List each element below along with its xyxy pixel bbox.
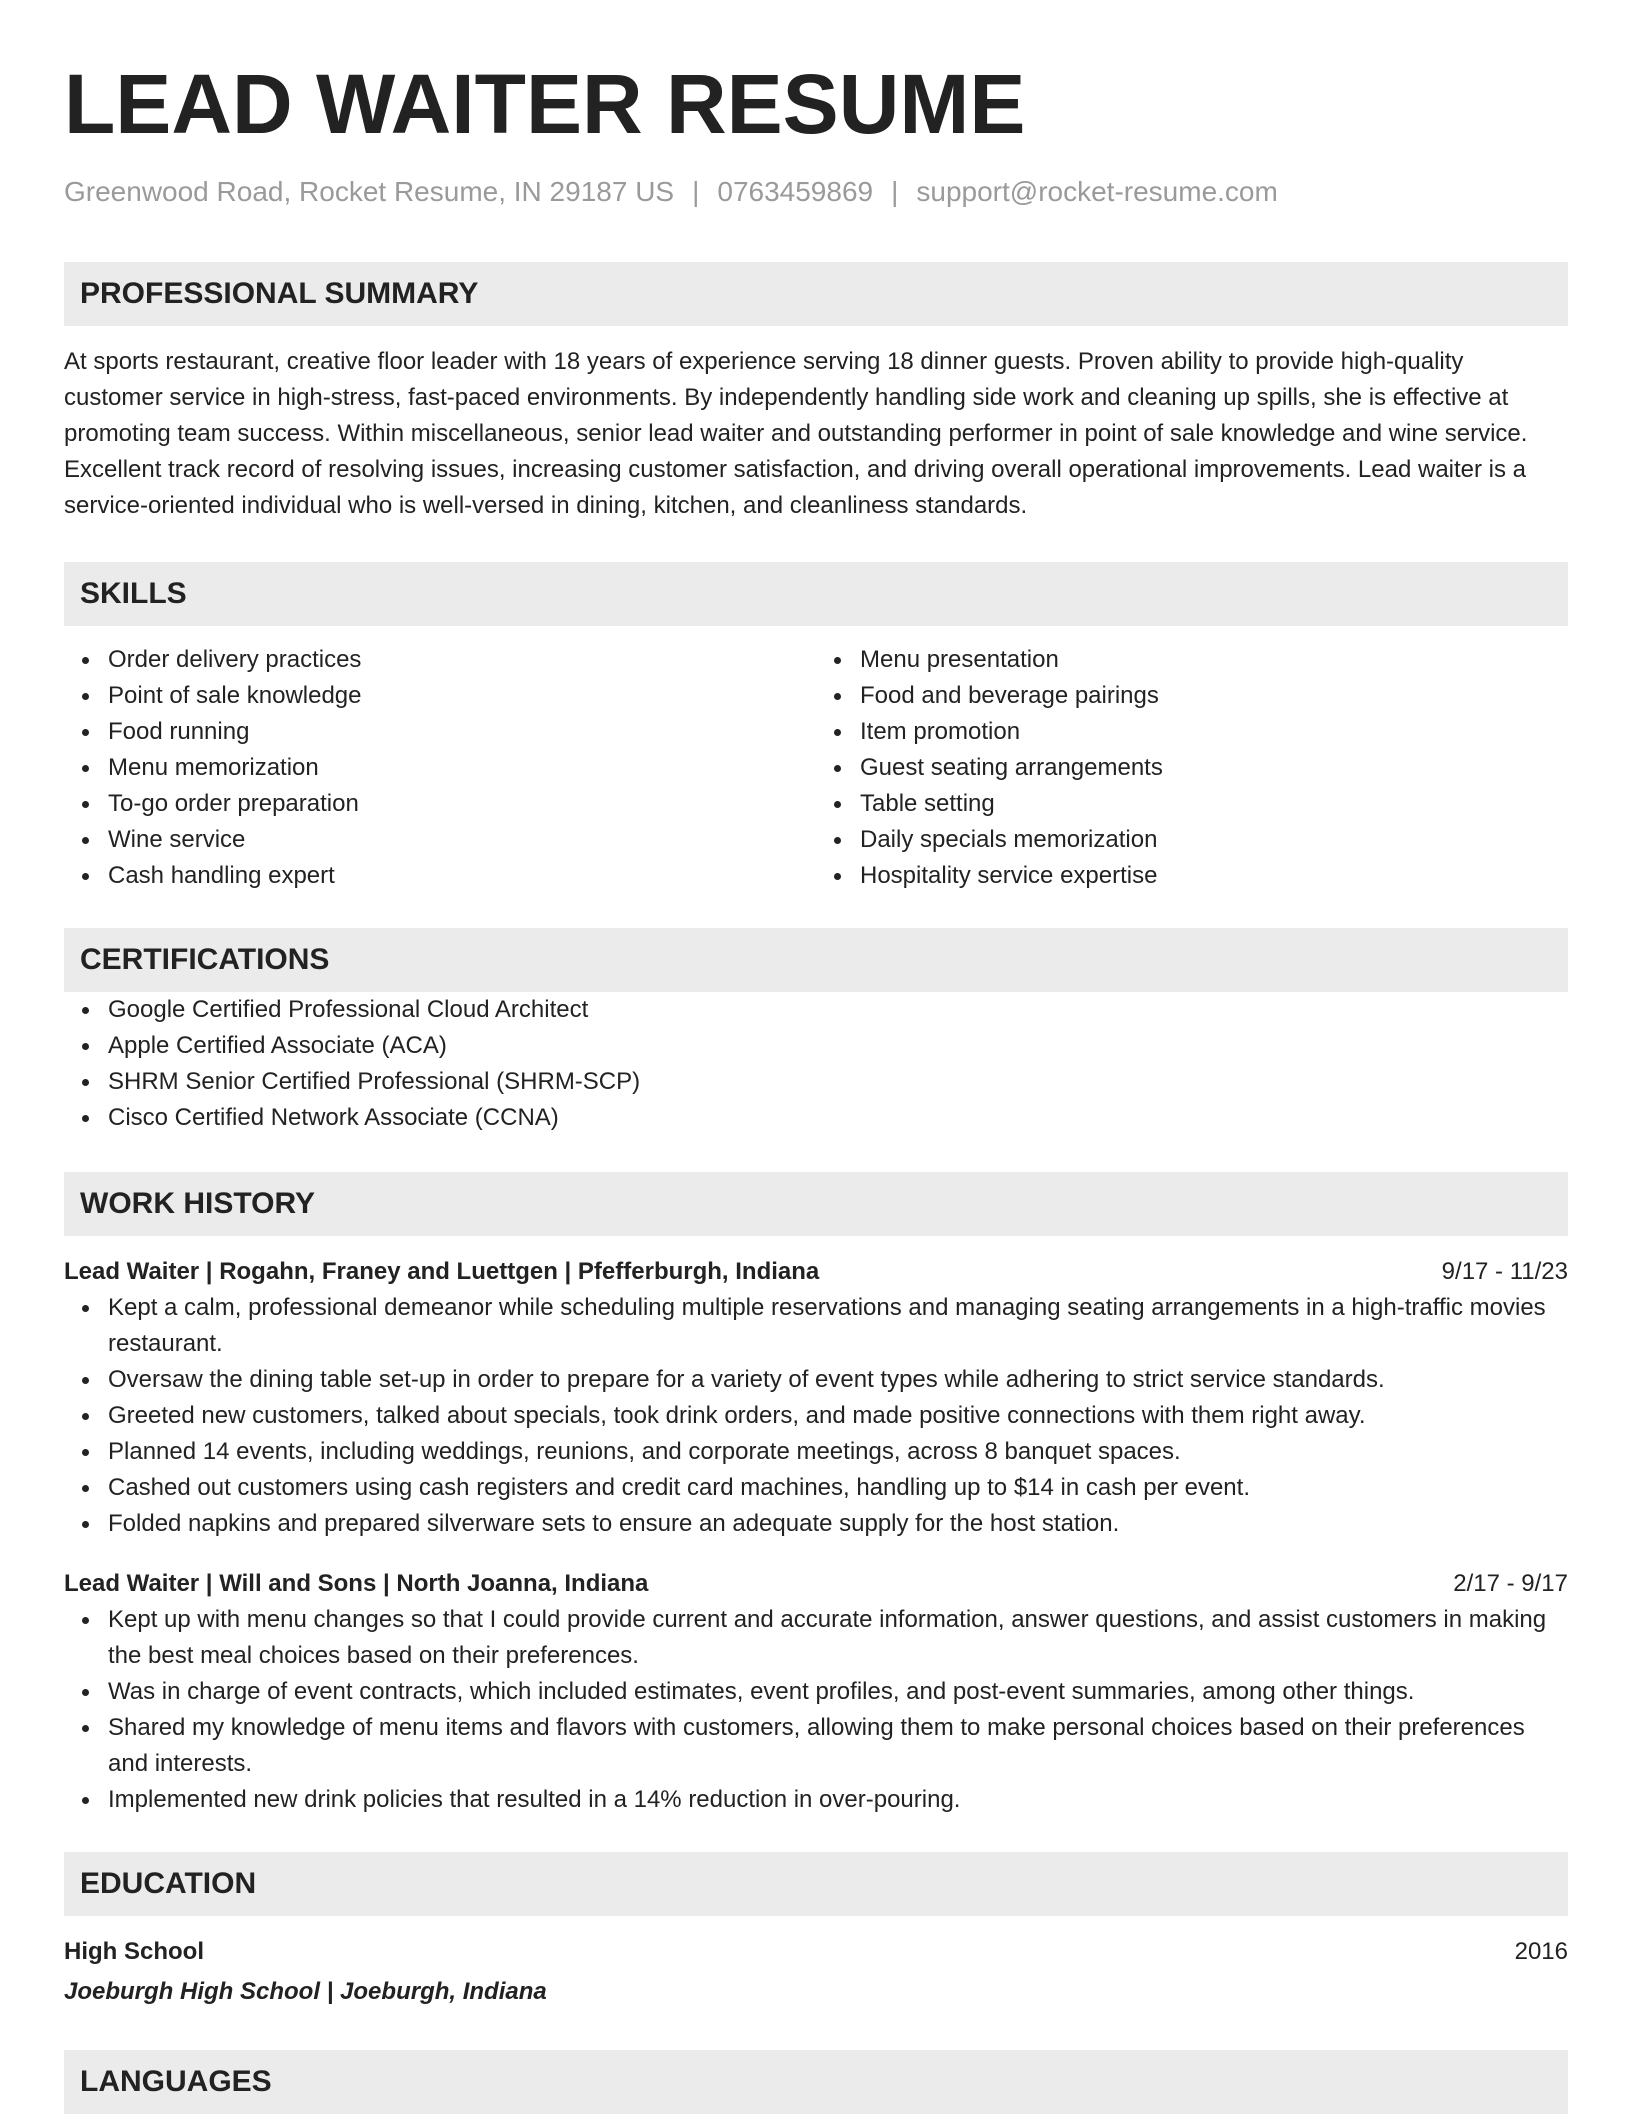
skill-item: Wine service — [108, 822, 816, 858]
skill-item: Menu presentation — [860, 642, 1568, 678]
skill-item: Order delivery practices — [108, 642, 816, 678]
skills-column-right — [816, 642, 1568, 894]
job-bullet: Folded napkins and prepared silverware sets to ensure an adequate supply for the host station. — [108, 1506, 1568, 1542]
skill-item: Hospitality service expertise — [860, 858, 1568, 894]
job-bullet: Shared my knowledge of menu items and flavors with customers, allowing them to make personal choices based on their preferences and interests. — [108, 1710, 1568, 1782]
contact-line — [64, 174, 1568, 210]
job-dates: 2/17 - 9/17 — [1453, 1570, 1568, 1597]
skill-item: Cash handling expert — [108, 858, 816, 894]
education-header — [64, 1934, 1568, 1970]
section-heading-skills: SKILLS — [64, 562, 1568, 626]
job-bullets — [64, 1602, 1568, 1818]
education-degree: High School — [64, 1938, 204, 1965]
certification-item: Google Certified Professional Cloud Architect — [108, 992, 1568, 1028]
skills-column-left — [64, 642, 816, 894]
certification-item: Apple Certified Associate (ACA) — [108, 1028, 1568, 1064]
contact-address: Greenwood Road, Rocket Resume, IN 29187 US — [64, 176, 675, 207]
job-header — [64, 1566, 1568, 1602]
summary-text: At sports restaurant, creative floor leader with 18 years of experience serving 18 dinner guests. Proven ability to provide high-quality customer service in high-stress, fast-paced environments. By independently handling side work and cleaning up spills, she is effective at promoting team success. Within miscellaneous, senior lead waiter and outstanding performer in point of sale knowledge and wine service. Excellent track record of resolving issues, increasing customer satisfaction, and driving overall operational improvements. Lead waiter is a service-oriented individual who is well-versed in dining, kitchen, and cleanliness standards. — [64, 348, 1528, 519]
resume-title: LEAD WAITER RESUME — [64, 57, 1026, 151]
job-bullets — [64, 1290, 1568, 1542]
job-bullet: Kept up with menu changes so that I could provide current and accurate information, answer questions, and assist customers in making the best meal choices based on their preferences. — [108, 1602, 1568, 1674]
education-year: 2016 — [1514, 1938, 1568, 1965]
skills-list — [64, 642, 1568, 894]
skill-item: Table setting — [860, 786, 1568, 822]
contact-phone: 0763459869 — [717, 176, 874, 207]
contact-email: support@rocket-resume.com — [916, 176, 1278, 207]
skill-item: To-go order preparation — [108, 786, 816, 822]
job-bullet: Kept a calm, professional demeanor while scheduling multiple reservations and managing seating arrangements in a high-traffic movies restaurant. — [108, 1290, 1568, 1362]
section-heading-languages: LANGUAGES — [64, 2050, 1568, 2114]
job-title: Lead Waiter | Will and Sons | North Joanna, Indiana — [64, 1570, 649, 1597]
job-header — [64, 1254, 1568, 1290]
section-heading-work-history: WORK HISTORY — [64, 1172, 1568, 1236]
certifications-list — [64, 992, 1568, 1136]
certification-item: Cisco Certified Network Associate (CCNA) — [108, 1100, 1568, 1136]
section-heading-certifications: CERTIFICATIONS — [64, 928, 1568, 992]
skill-item: Point of sale knowledge — [108, 678, 816, 714]
skill-item: Item promotion — [860, 714, 1568, 750]
section-heading-summary: PROFESSIONAL SUMMARY — [64, 262, 1568, 326]
job-dates: 9/17 - 11/23 — [1441, 1258, 1568, 1285]
job-title: Lead Waiter | Rogahn, Franey and Luettgen | Pfefferburgh, Indiana — [64, 1258, 820, 1285]
job-bullet: Oversaw the dining table set-up in order to prepare for a variety of event types while adhering to strict service standards. — [108, 1362, 1568, 1398]
education-school: Joeburgh High School | Joeburgh, Indiana — [64, 1978, 547, 2005]
job-bullet: Planned 14 events, including weddings, reunions, and corporate meetings, across 8 banquet spaces. — [108, 1434, 1568, 1470]
certification-item: SHRM Senior Certified Professional (SHRM-SCP) — [108, 1064, 1568, 1100]
skill-item: Menu memorization — [108, 750, 816, 786]
skill-item: Food and beverage pairings — [860, 678, 1568, 714]
job-bullet: Greeted new customers, talked about specials, took drink orders, and made positive connections with them right away. — [108, 1398, 1568, 1434]
job-bullet: Implemented new drink policies that resulted in a 14% reduction in over-pouring. — [108, 1782, 1568, 1818]
contact-separator: | — [891, 176, 899, 207]
section-heading-education: EDUCATION — [64, 1852, 1568, 1916]
job-bullet: Cashed out customers using cash registers and credit card machines, handling up to $14 in cash per event. — [108, 1470, 1568, 1506]
job-bullet: Was in charge of event contracts, which included estimates, event profiles, and post-event summaries, among other things. — [108, 1674, 1568, 1710]
skill-item: Daily specials memorization — [860, 822, 1568, 858]
contact-separator: | — [692, 176, 700, 207]
skill-item: Guest seating arrangements — [860, 750, 1568, 786]
skill-item: Food running — [108, 714, 816, 750]
